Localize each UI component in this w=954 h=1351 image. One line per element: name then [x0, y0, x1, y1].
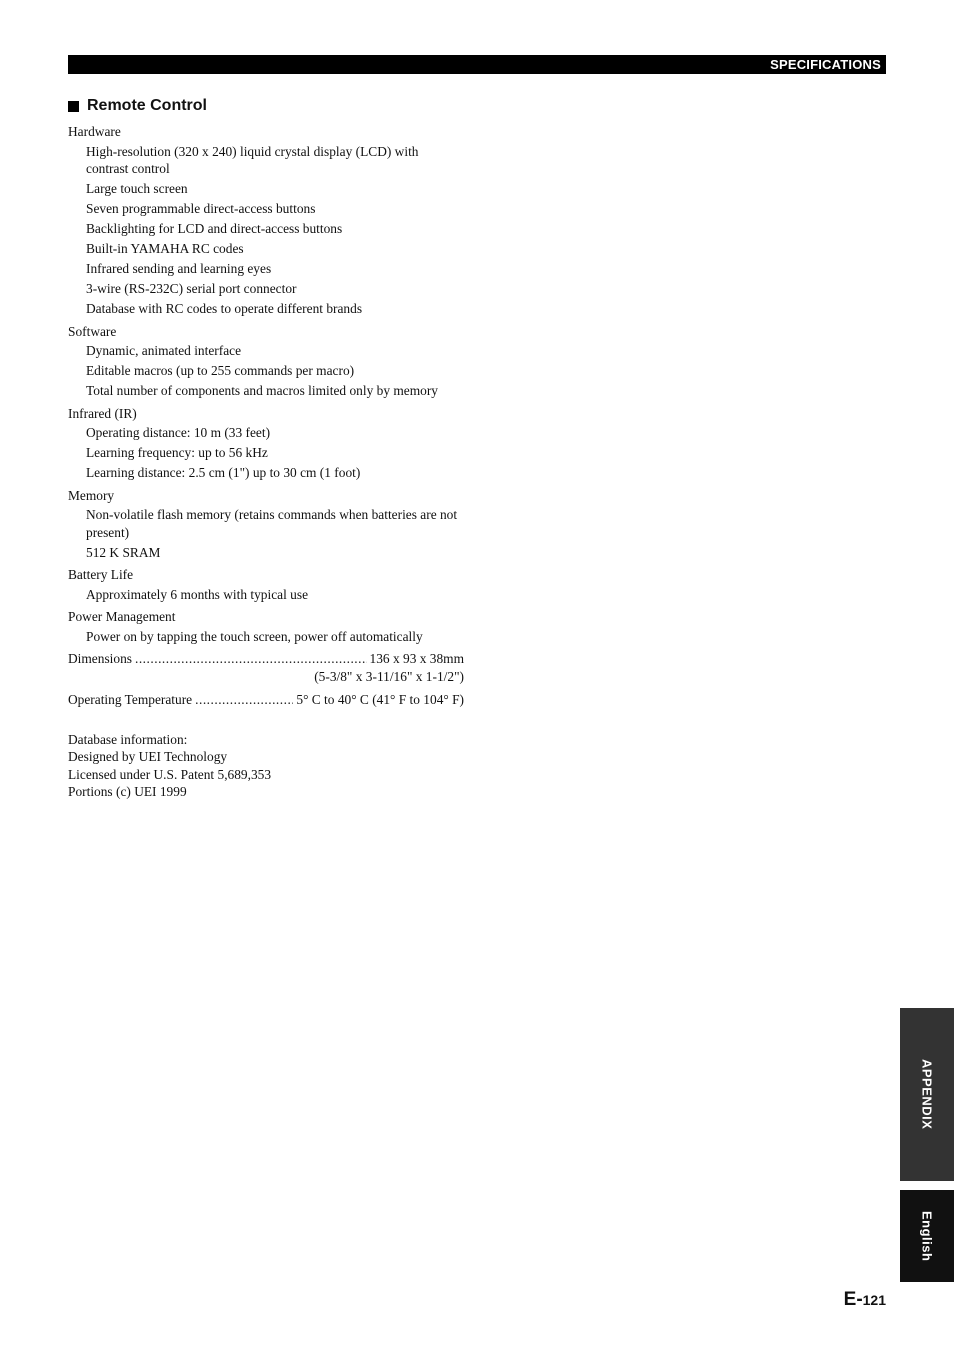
group-label: Hardware — [68, 124, 121, 139]
list-item: 3-wire (RS-232C) serial port connector — [86, 281, 297, 296]
list-item: Operating distance: 10 m (33 feet) — [86, 425, 271, 440]
list-item: Infrared sending and learning eyes — [86, 261, 272, 276]
page-number — [844, 1289, 886, 1311]
page-prefix: E- — [843, 1289, 863, 1310]
list-item: Backlighting for LCD and direct-access buttons — [86, 221, 343, 236]
group-label: Battery Life — [68, 567, 134, 582]
tab-appendix-label: APPENDIX — [919, 1059, 935, 1130]
list-item: Power on by tapping the touch screen, power off automatically — [86, 628, 423, 644]
database-line: Database information: — [68, 731, 188, 747]
list-item: Non-volatile flash memory (retains commands when batteries are not present) — [86, 507, 458, 540]
spec-group-software — [68, 323, 464, 400]
list-item: Dynamic, animated interface — [86, 343, 242, 358]
spec-row-dimensions — [68, 650, 464, 668]
spec-sub-value: (5-3/8" x 3-11/16" x 1-1/2") — [314, 668, 464, 684]
group-items — [68, 143, 464, 318]
spec-value: 136 x 93 x 38mm — [369, 651, 464, 666]
square-bullet-icon — [68, 101, 79, 112]
spec-group-infrared — [68, 405, 464, 482]
header-label: SPECIFICATIONS — [770, 57, 881, 72]
list-item: Large touch screen — [86, 181, 188, 196]
spec-label: Operating Temperature — [68, 692, 193, 707]
spec-group-battery — [68, 566, 464, 603]
group-label: Power Management — [68, 609, 176, 624]
spec-group-memory — [68, 487, 464, 562]
spec-label: Dimensions — [68, 651, 132, 666]
section-title — [68, 96, 207, 116]
spec-row-temperature — [68, 691, 464, 709]
database-info — [68, 731, 464, 801]
list-item: Built-in YAMAHA RC codes — [86, 241, 244, 256]
dot-leader — [195, 691, 293, 709]
list-item: Seven programmable direct-access buttons — [86, 201, 316, 216]
list-item: High-resolution (320 x 240) liquid crystal display (LCD) with contrast control — [86, 143, 419, 176]
list-item: Editable macros (up to 255 commands per macro) — [86, 363, 355, 378]
list-item: Learning frequency: up to 56 kHz — [86, 445, 268, 460]
group-items — [68, 586, 464, 604]
database-line: Licensed under U.S. Patent 5,689,353 — [68, 766, 272, 782]
spec-content — [68, 123, 464, 801]
list-item: Approximately 6 months with typical use — [86, 586, 309, 602]
header-bar — [68, 55, 886, 74]
list-item: Database with RC codes to operate different brands — [86, 301, 363, 316]
database-line: Portions (c) UEI 1999 — [68, 784, 187, 799]
group-label: Memory — [68, 487, 115, 503]
list-item: Learning distance: 2.5 cm (1") up to 30 cm (1 foot) — [86, 465, 361, 480]
database-line: Designed by UEI Technology — [68, 749, 228, 764]
group-label: Infrared (IR) — [68, 405, 137, 421]
spec-group-power — [68, 608, 464, 645]
section-title-text: Remote Control — [87, 97, 207, 114]
tab-appendix — [900, 1008, 954, 1181]
page-digits: 121 — [862, 1292, 886, 1308]
list-item: Total number of components and macros limited only by memory — [86, 383, 438, 398]
spec-value: 5° C to 40° C (41° F to 104° F) — [296, 692, 464, 707]
spec-group-hardware — [68, 123, 464, 318]
group-items — [68, 506, 464, 561]
group-items — [68, 342, 464, 400]
tab-english — [900, 1190, 954, 1282]
group-items — [68, 628, 464, 646]
group-label: Software — [68, 323, 117, 339]
dot-leader — [135, 650, 367, 668]
list-item: 512 K SRAM — [86, 544, 161, 560]
group-items — [68, 424, 464, 482]
tab-english-label: English — [919, 1210, 935, 1262]
